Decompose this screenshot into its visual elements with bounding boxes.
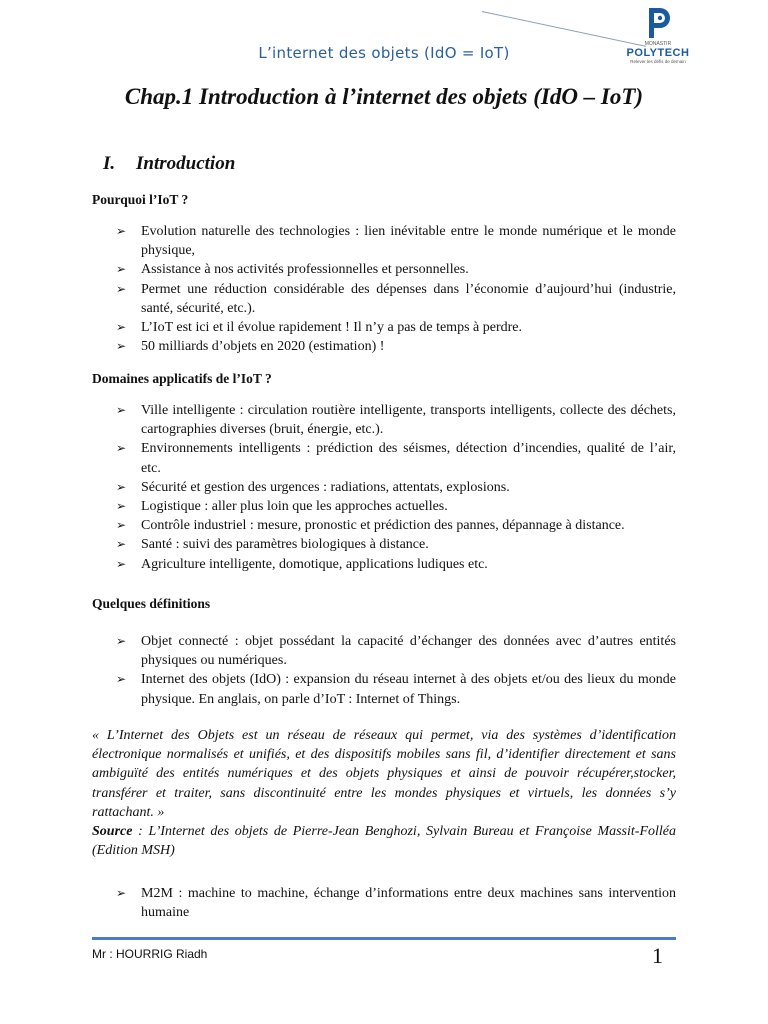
arrow-bullet-icon: ➢	[116, 634, 127, 648]
definitions-list	[92, 632, 676, 709]
arrow-bullet-icon: ➢	[116, 262, 127, 277]
list-item: ➢ Permet une réduction considérable des dépenses dans l’économie d’aujourd’hui (industrie, santé, sécurité, etc.).	[116, 281, 676, 316]
chapter-title: Chap.1 Introduction à l’internet des objets (IdO – IoT)	[124, 84, 644, 109]
list-item: ➢ Environnements intelligents : prédiction des séismes, détection d’incendies, qualité de l’air, etc.	[116, 441, 676, 476]
footer-author: Mr : HOURRIG Riadh	[92, 947, 208, 961]
section-number: I.	[103, 153, 116, 174]
polytech-logo	[624, 6, 692, 74]
list-item: ➢ Objet connecté : objet possédant la capacité d’échanger des données avec d’autres entités physiques ou numériques.	[116, 634, 676, 669]
pourquoi-heading: Pourquoi l’IoT ?	[92, 192, 189, 207]
iot-definition-quote	[92, 726, 676, 860]
pourquoi-list	[92, 222, 676, 356]
list-item: ➢ Agriculture intelligente, domotique, applications ludiques etc.	[92, 555, 676, 574]
list-item: ➢ Santé : suivi des paramètres biologiques à distance.	[92, 535, 676, 554]
logo-tagline: Relever les défis de demain	[630, 59, 686, 64]
domaines-heading: Domaines applicatifs de l’IoT ?	[92, 371, 272, 386]
arrow-bullet-icon: ➢	[116, 672, 127, 687]
list-item: ➢ Ville intelligente : circulation routière intelligente, transports intelligents, collecte des déchets, cartographies diverses (bruit, énergie, etc.).	[116, 403, 676, 438]
arrow-bullet-icon: ➢	[116, 537, 127, 552]
definitions-heading: Quelques définitions	[92, 596, 211, 611]
arrow-bullet-icon: ➢	[116, 556, 127, 571]
decorative-line	[482, 11, 647, 47]
list-item: ➢ Assistance à nos activités professionnelles et personnelles.	[92, 260, 676, 279]
list-item: ➢ Logistique : aller plus loin que les approches actuelles.	[92, 497, 676, 516]
arrow-bullet-icon: ➢	[116, 281, 127, 296]
list-item: ➢ Sécurité et gestion des urgences : radiations, attentats, explosions.	[92, 478, 676, 497]
arrow-bullet-icon: ➢	[116, 441, 127, 456]
quote-source-label: Source	[92, 824, 133, 840]
arrow-bullet-icon: ➢	[116, 886, 127, 900]
m2m-list	[92, 884, 676, 922]
arrow-bullet-icon: ➢	[116, 499, 127, 514]
arrow-bullet-icon: ➢	[116, 479, 127, 494]
list-item: ➢ 50 milliards d’objets en 2020 (estimation) !	[92, 337, 676, 356]
section-title-text: Introduction	[136, 153, 236, 174]
polytech-logo-mark-icon	[643, 6, 673, 40]
arrow-bullet-icon: ➢	[116, 518, 127, 533]
list-item: ➢ Contrôle industriel : mesure, pronostic et prédiction des pannes, dépannage à distance.	[92, 516, 676, 535]
quote-source-text: : L’Internet des objets de Pierre-Jean Benghozi, Sylvain Bureau et Françoise Massit-Folléa (Edition MSH)	[92, 824, 676, 859]
page-number: 1	[652, 943, 663, 968]
list-item: ➢ M2M : machine to machine, échange d’informations entre deux machines sans intervention humaine	[116, 886, 676, 921]
section-title	[103, 153, 235, 175]
arrow-bullet-icon: ➢	[116, 403, 127, 417]
logo-subtitle: MONASTIR	[644, 41, 672, 47]
arrow-bullet-icon: ➢	[116, 339, 127, 354]
arrow-bullet-icon: ➢	[116, 224, 127, 238]
list-item: ➢ Evolution naturelle des technologies : lien inévitable entre le monde numérique et le monde physique,	[116, 224, 676, 259]
logo-brand: POLYTECH	[626, 47, 690, 59]
domaines-list	[92, 401, 676, 574]
arrow-bullet-icon: ➢	[116, 320, 127, 335]
list-item: ➢ Internet des objets (IdO) : expansion du réseau internet à des objets et/ou des lieux du monde physique. En anglais, on parle d’IoT : Internet of Things.	[116, 672, 676, 707]
list-item: ➢ L’IoT est ici et il évolue rapidement ! Il n’y a pas de temps à perdre.	[92, 318, 676, 337]
quote-text: « L’Internet des Objets est un réseau de réseaux qui permet, via des systèmes d’identification électronique normalisés et unifiés, et des dispositifs mobiles sans fil, d’identifier directement et sans ambiguïté des entités numériques et des objets physiques et ainsi de pouvoir récupérer,stocker, transférer et traiter, sans discontinuité entre les mondes physiques et virtuels, les données s’y rattachant. »	[92, 728, 676, 820]
running-header: L’internet des objets (IdO = IoT)	[258, 44, 510, 62]
footer-divider	[92, 937, 676, 940]
